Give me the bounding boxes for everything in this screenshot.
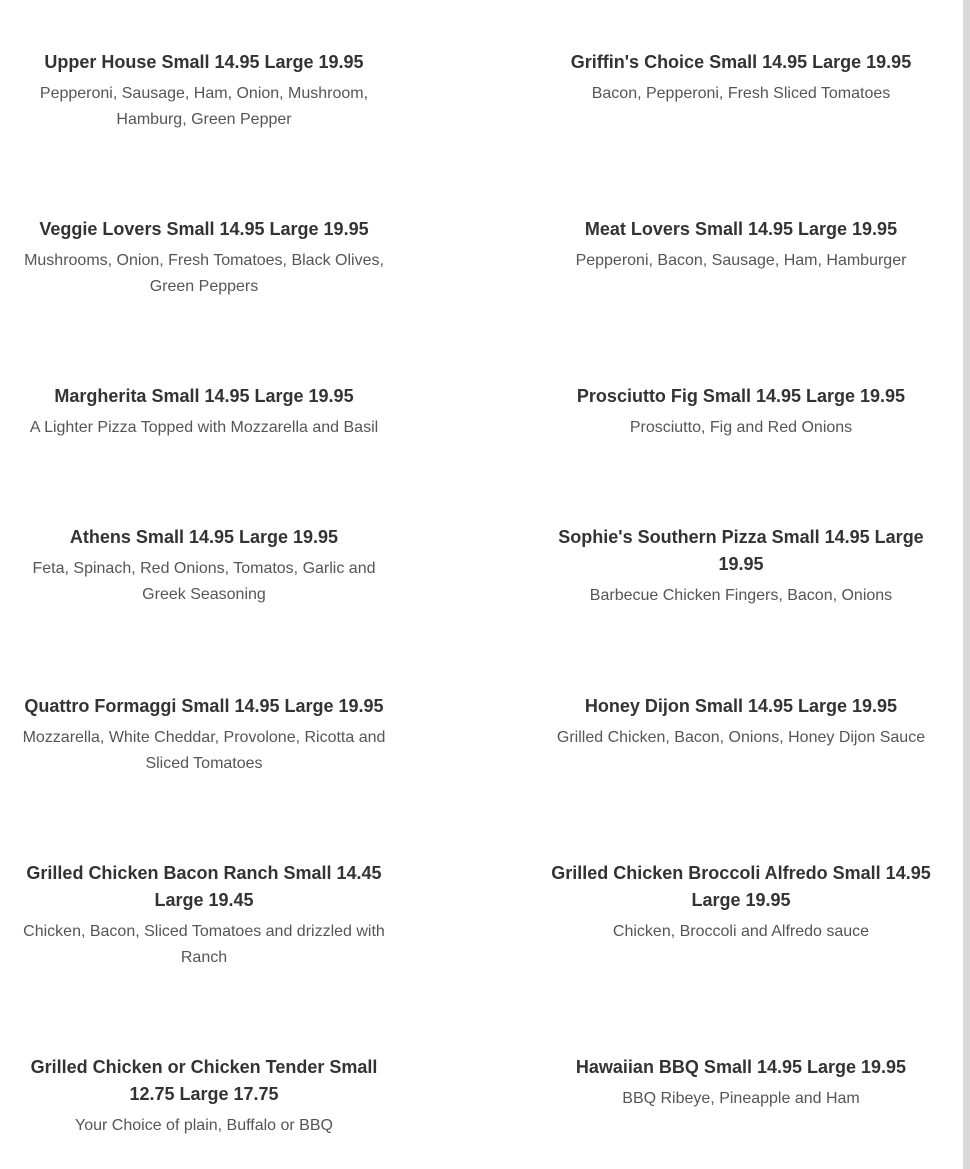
menu-item-title: Athens Small 14.95 Large 19.95 xyxy=(69,527,339,547)
menu-item-title: Meat Lovers Small 14.95 Large 19.95 xyxy=(584,219,898,239)
menu-item-description: Barbecue Chicken Fingers, Bacon, Onions xyxy=(589,587,893,604)
menu-item xyxy=(551,216,931,274)
menu-item-title: Griffin's Choice Small 14.95 Large 19.95 xyxy=(570,52,912,72)
menu-item-description: Bacon, Pepperoni, Fresh Sliced Tomatoes xyxy=(591,85,891,102)
menu-item xyxy=(14,1054,394,1139)
menu-item-title: Quattro Formaggi Small 14.95 Large 19.95 xyxy=(24,696,384,716)
menu-item-description: Chicken, Broccoli and Alfredo sauce xyxy=(612,923,870,940)
menu-item-title: Prosciutto Fig Small 14.95 Large 19.95 xyxy=(576,386,906,406)
menu-item-title: Grilled Chicken or Chicken Tender Small 12.75 Large 17.75 xyxy=(30,1057,378,1104)
menu-item-description: Prosciutto, Fig and Red Onions xyxy=(629,419,853,436)
menu-item-description: Pepperoni, Bacon, Sausage, Ham, Hamburger xyxy=(575,252,907,269)
menu-item-description: Your Choice of plain, Buffalo or BBQ xyxy=(75,1117,333,1134)
menu-item-description: Grilled Chicken, Bacon, Onions, Honey Dijon Sauce xyxy=(556,729,926,746)
menu-item-title: Grilled Chicken Bacon Ranch Small 14.45 Large 19.45 xyxy=(26,863,382,910)
menu-item-title: Upper House Small 14.95 Large 19.95 xyxy=(44,52,364,72)
menu-item-title: Hawaiian BBQ Small 14.95 Large 19.95 xyxy=(575,1057,907,1077)
menu-item-title: Margherita Small 14.95 Large 19.95 xyxy=(54,386,354,406)
menu-item xyxy=(14,693,394,777)
menu-item-title: Sophie's Southern Pizza Small 14.95 Large 19.95 xyxy=(558,527,924,574)
menu-item xyxy=(551,860,931,945)
menu-item xyxy=(551,1054,931,1112)
menu-item-description: A Lighter Pizza Topped with Mozzarella and Basil xyxy=(29,419,379,436)
menu-item xyxy=(14,860,394,971)
menu-item xyxy=(14,383,394,441)
menu-item-description: Feta, Spinach, Red Onions, Tomatos, Garlic and Greek Seasoning xyxy=(32,560,376,603)
menu-item-title: Honey Dijon Small 14.95 Large 19.95 xyxy=(584,696,898,716)
menu-item-description: Mozzarella, White Cheddar, Provolone, Ricotta and Sliced Tomatoes xyxy=(22,729,386,772)
menu-item-description: Mushrooms, Onion, Fresh Tomatoes, Black Olives, Green Peppers xyxy=(24,252,384,295)
scrollbar[interactable] xyxy=(963,0,970,1169)
menu-item-title: Grilled Chicken Broccoli Alfredo Small 14.95 Large 19.95 xyxy=(551,863,931,910)
menu-item-description: BBQ Ribeye, Pineapple and Ham xyxy=(622,1090,860,1107)
menu-item xyxy=(551,383,931,441)
menu-item-title: Veggie Lovers Small 14.95 Large 19.95 xyxy=(39,219,369,239)
menu-item-description: Pepperoni, Sausage, Ham, Onion, Mushroom, Hamburg, Green Pepper xyxy=(39,85,369,128)
menu-item xyxy=(551,693,931,751)
menu-item xyxy=(14,524,394,608)
menu-item xyxy=(14,49,394,133)
menu-item xyxy=(14,216,394,300)
menu-item xyxy=(551,49,931,107)
menu-item xyxy=(551,524,931,609)
menu-item-description: Chicken, Bacon, Sliced Tomatoes and drizzled with Ranch xyxy=(23,923,385,966)
